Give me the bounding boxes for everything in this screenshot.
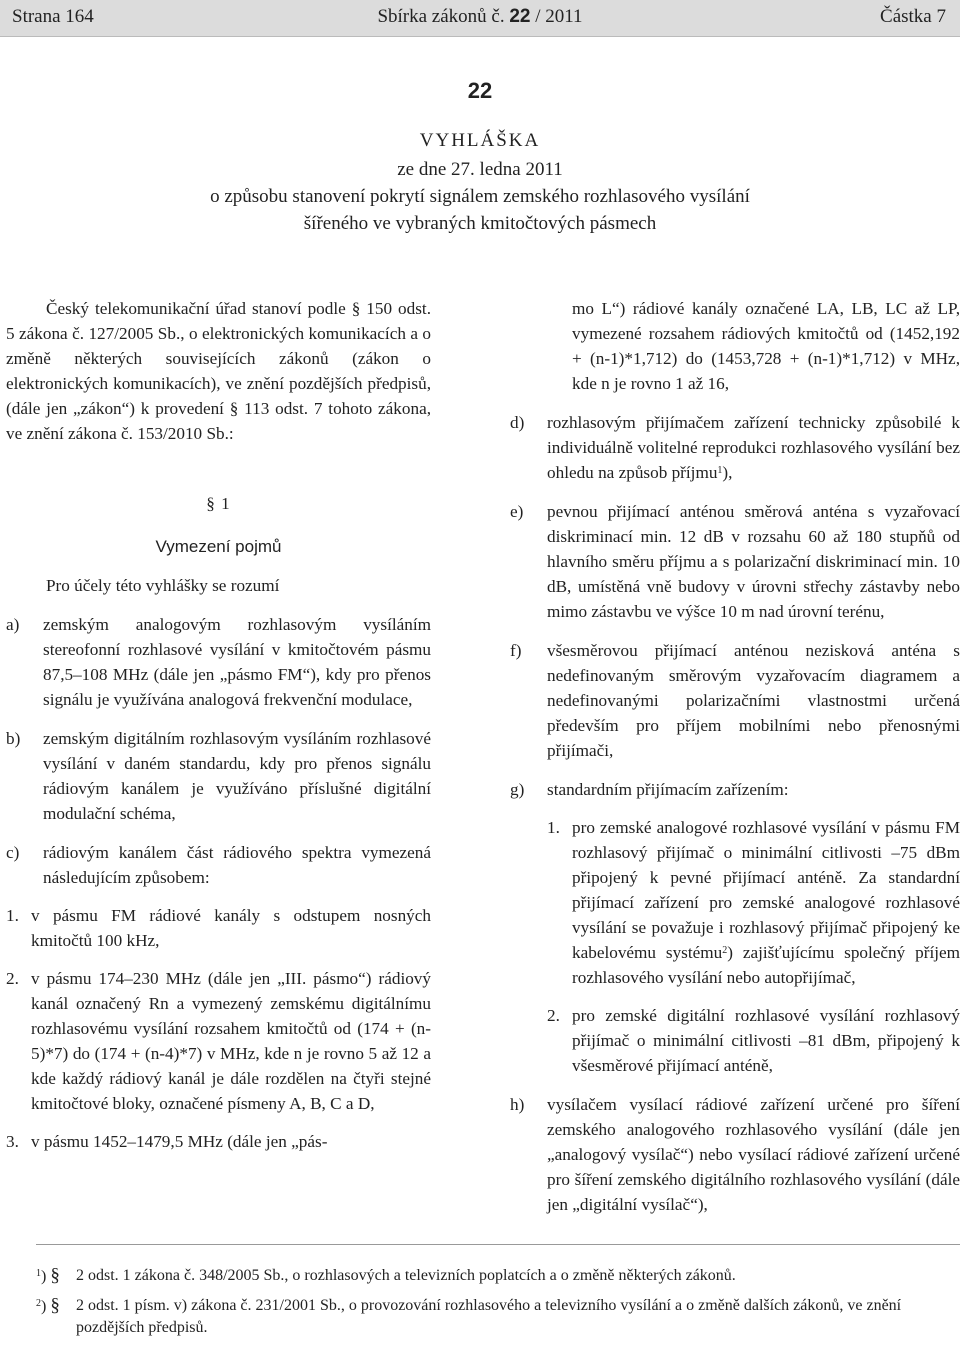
subitems-g xyxy=(510,815,960,1078)
issue-part: Částka 7 xyxy=(880,6,946,27)
definition-item-e: e) pevnou přijímací anténou směrová anténa s vyzařovací diskriminací min. 12 dB v rozsahu 60 až 180 stupňů od hlavního směru příjmu a s polarizační diskriminací min. 10 dB, umístěná vně budovy v úrovni střechy zástavby nebo mimo zástavbu ve výšce 10 m nad úrovní terénu, xyxy=(510,502,960,621)
left-column xyxy=(6,296,431,1154)
subitem-c-3: 3. v pásmu 1452–1479,5 MHz (dále jen „pás- xyxy=(6,1132,328,1151)
definition-item-g: g) standardním přijímacím zařízením: xyxy=(510,780,789,799)
definition-item-h: h) vysílačem vysílací rádiové zařízení určené pro šíření zemského analogového rozhlasového vysílání (dále jen „analogový vysílač“) nebo vysílací rádiové zařízení určené pro šíření zemského digitálního rozhlasového vysílání (dále jen „digitální vysílač“), xyxy=(510,1095,960,1214)
subitem-c-1: 1. v pásmu FM rádiové kanály s odstupem nosných kmitočtů 100 kHz, xyxy=(6,906,431,950)
continued-text: mo L“) rádiové kanály označené LA, LB, LC až LP, vymezené rozsahem rádiových kmitočtů od (1452,192 + (n-1)*1,712) do (1453,728 + (n-1)*1,712) v MHz, kde n je rovno 1 až 16, xyxy=(572,299,960,393)
section-title: Vymezení pojmů xyxy=(155,537,282,556)
section-lead: Pro účely této vyhlášky se rozumí xyxy=(46,576,280,595)
document-title-line2: šířeného ve vybraných kmitočtových pásmech xyxy=(303,213,657,234)
document-kind: VYHLÁŠKA xyxy=(419,130,541,151)
section-heading xyxy=(6,491,431,559)
definition-item-f: f) všesměrovou přijímací anténou nezisková anténa s nedefinovaným směrovým vyzařovacím diagramem a nedefinovanými polarizačními vlastnostmi určená především pro příjem mobilními nebo přenosnými přijímači, xyxy=(510,641,960,760)
definition-item-d: d) rozhlasovým přijímačem zařízení technicky způsobilé k individuálně volitelné reprodukci rozhlasového vysílání bez ohledu na způsob příjmu$^1$), xyxy=(510,413,960,482)
document-title-block xyxy=(0,127,960,237)
subitem-g-1: 1. pro zemské analogové rozhlasové vysílání v pásmu FM rozhlasový přijímač o minimální citlivosti –75 dBm připojený k pevné přijímací anténě. Za standardní přijímací zařízení pro zemské analogové rozhlasové vysílání se považuje i rozhlasový přijímač připojený ke kabelovému systému$^2$) zajišťujícímu společný příjem rozhlasového vysílání nebo autopřijímač, xyxy=(547,818,960,987)
footnotes xyxy=(36,1244,960,1347)
footnote-ref-2: 2 xyxy=(722,945,728,956)
footnote-2: $^2$) § 2 odst. 1 písm. v) zákona č. 231/2001 Sb., o provozování rozhlasového a televizního vysílání a o změně dalších zákonů, ve znění pozdějších předpisů. xyxy=(36,1295,902,1336)
page-header xyxy=(0,0,960,37)
page-number: Strana 164 xyxy=(12,6,94,27)
definition-item-b: b) zemským digitálním rozhlasovým vysíláním rozhlasové vysílání v daném standardu, kdy pro přenos signálu rádiovým kanálem je využíváno příslušné digitální modulační schéma, xyxy=(6,729,431,823)
document-number: 22 xyxy=(467,78,493,103)
section-mark: § 1 xyxy=(206,494,231,513)
right-column xyxy=(510,296,960,1217)
subitem-c-2: 2. v pásmu 174–230 MHz (dále jen „III. pásmo“) rádiový kanál označený Rn a vymezený zemskému digitálnímu rozhlasovému vysílání rozsahem kmitočtů od (174 + (n-5)*7) do (174 + (n-4)*7) v MHz, kde n je rovno 5 až 12 a kde každý rádiový kanál je dále rozdělen na čtyři stejné kmitočtové bloky, označené písmeny A, B, C a D, xyxy=(6,969,431,1113)
document-date: ze dne 27. ledna 2011 xyxy=(397,159,563,180)
definition-item-a: a) zemským analogovým rozhlasovým vysíláním stereofonní rozhlasové vysílání v kmitočtovém pásmu 87,5–108 MHz (dále jen „pásmo FM“), kdy pro přenos signálu je využívána analogová frekvenční modulace, xyxy=(6,615,431,709)
footnote-ref-1: 1 xyxy=(717,465,723,476)
subitem-g-2: 2. pro zemské digitální rozhlasové vysílání rozhlasový přijímač o minimální citlivosti –81 dBm, připojený k všesměrové přijímací anténě, xyxy=(547,1006,960,1075)
document-title-line1: o způsobu stanovení pokrytí signálem zemského rozhlasového vysílání xyxy=(210,186,750,207)
collection-label: Sbírka zákonů č. 22 / 2011 xyxy=(377,6,583,27)
definition-item-c: c) rádiovým kanálem část rádiového spektra vymezená následujícím způsobem: xyxy=(6,843,431,887)
intro-paragraph: Český telekomunikační úřad stanoví podle § 150 odst. 5 zákona č. 127/2005 Sb., o elektronických komunikacích a o změně některých souvisejících zákonů (zákon o elektronických komunikacích), ve znění pozdějších předpisů, (dále jen „zákon“) k provedení § 113 odst. 7 tohoto zákona, ve znění zákona č. 153/2010 Sb.: xyxy=(6,299,431,443)
footnote-1: $^1$) § 2 odst. 1 zákona č. 348/2005 Sb., o rozhlasových a televizních poplatcích a o změně některých zákonů. xyxy=(36,1265,736,1286)
